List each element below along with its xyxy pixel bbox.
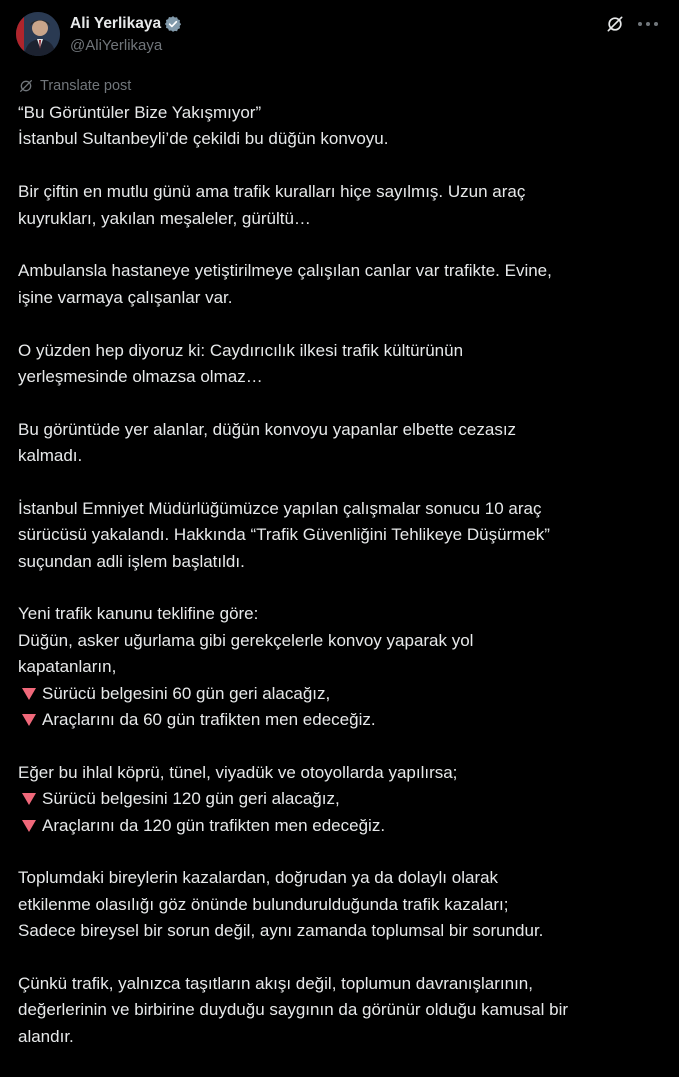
line-text: Düğün, asker uğurlama gibi gerekçelerle konvoy yaparak yol [18,630,474,650]
author-handle[interactable]: @AliYerlikaya [70,37,163,54]
post-line [18,522,663,548]
post-line [18,601,663,627]
line-text: kapatanların, [18,657,117,677]
line-text: İstanbul Emniyet Müdürlüğümüzce yapılan çalışmalar sonucu 10 araç [18,498,542,518]
post-text [18,100,663,1050]
more-options-icon[interactable] [636,14,660,34]
post-line [18,892,663,918]
line-text: sürücüsü yakalandı. Hakkında “Trafik Güvenliğini Tehlikeye Düşürmek” [18,525,550,545]
post-line [18,549,663,575]
paragraph-gap [18,390,663,416]
line-text: etkilenme olasılığı göz önünde bulundurulduğunda trafik kazaları; [18,894,509,914]
post-line [18,918,663,944]
post-line [18,628,663,654]
line-text: değerlerinin ve birbirine duyduğu saygının da görünür olduğu kamusal bir [18,1000,569,1020]
avatar-image [16,12,60,56]
line-text: Ambulansla hastaneye yetiştirilmeye çalışılan canlar var trafikte. Evine, [18,261,552,281]
line-text: O yüzden hep diyoruz ki: Caydırıcılık ilkesi trafik kültürünün [18,340,464,360]
post-line [18,443,663,469]
paragraph-gap [18,575,663,601]
paragraph-gap [18,153,663,179]
line-text: yerleşmesinde olmazsa olmaz… [18,366,263,386]
post-line [18,258,663,284]
translate-post-row[interactable] [18,76,131,96]
post-line [18,338,663,364]
paragraph-gap [18,945,663,971]
line-text: Eğer bu ihlal köprü, tünel, viyadük ve otoyollarda yapılırsa; [18,762,458,782]
bullet-line [18,786,663,812]
post-line [18,654,663,680]
post-line [18,126,663,152]
avatar[interactable] [16,12,60,56]
post-line [18,496,663,522]
line-text: Bir çiftin en mutlu günü ama trafik kuralları hiçe sayılmış. Uzun araç [18,182,526,202]
author-display-name[interactable]: Ali Yerlikaya [70,15,162,32]
post-line [18,100,663,126]
line-text: suçundan adli işlem başlatıldı. [18,551,245,571]
red-down-triangle-icon [22,714,36,726]
post-line [18,179,663,205]
bullet-line [18,813,663,839]
line-text: Yeni trafik kanunu teklifine göre: [18,604,259,624]
red-down-triangle-icon [22,688,36,700]
post-line [18,364,663,390]
post-line [18,997,663,1023]
line-text: kalmadı. [18,446,83,466]
line-text: işine varmaya çalışanlar var. [18,287,233,307]
paragraph-gap [18,232,663,258]
red-down-triangle-icon [22,793,36,805]
line-text: Araçlarını da 60 gün trafikten men edeceğiz. [42,709,376,729]
line-text: Toplumdaki bireylerin kazalardan, doğrudan ya da dolaylı olarak [18,868,499,888]
paragraph-gap [18,469,663,495]
post-line [18,971,663,997]
post-line [18,206,663,232]
line-text: Sürücü belgesini 60 gün geri alacağız, [42,683,331,703]
grok-icon[interactable] [605,14,625,34]
translate-icon [18,78,34,94]
paragraph-gap [18,733,663,759]
translate-post-link[interactable]: Translate post [40,78,132,94]
verified-badge-icon[interactable] [164,15,182,33]
author-names [70,14,182,54]
bullet-line [18,681,663,707]
line-text: Çünkü trafik, yalnızca taşıtların akışı değil, toplumun davranışlarının, [18,973,533,993]
post-line [18,865,663,891]
line-text: Sürücü belgesini 120 gün geri alacağız, [42,789,340,809]
line-text: alandır. [18,1026,74,1046]
post-line [18,760,663,786]
bullet-line [18,707,663,733]
post-line [18,417,663,443]
line-text: Bu görüntüde yer alanlar, düğün konvoyu yapanlar elbette cezasız [18,419,517,439]
line-text: “Bu Görüntüler Bize Yakışmıyor” [18,103,262,122]
line-text: İstanbul Sultanbeyli’de çekildi bu düğün konvoyu. [18,129,389,149]
line-text: Sadece bireysel bir sorun değil, aynı zamanda toplumsal bir sorundur. [18,921,544,941]
red-down-triangle-icon [22,820,36,832]
post-line [18,285,663,311]
paragraph-gap [18,839,663,865]
line-text: kuyrukları, yakılan meşaleler, gürültü… [18,208,311,228]
line-text: Araçlarını da 120 gün trafikten men edeceğiz. [42,815,386,835]
paragraph-gap [18,311,663,337]
post-line [18,1024,663,1050]
post-header [16,12,663,60]
